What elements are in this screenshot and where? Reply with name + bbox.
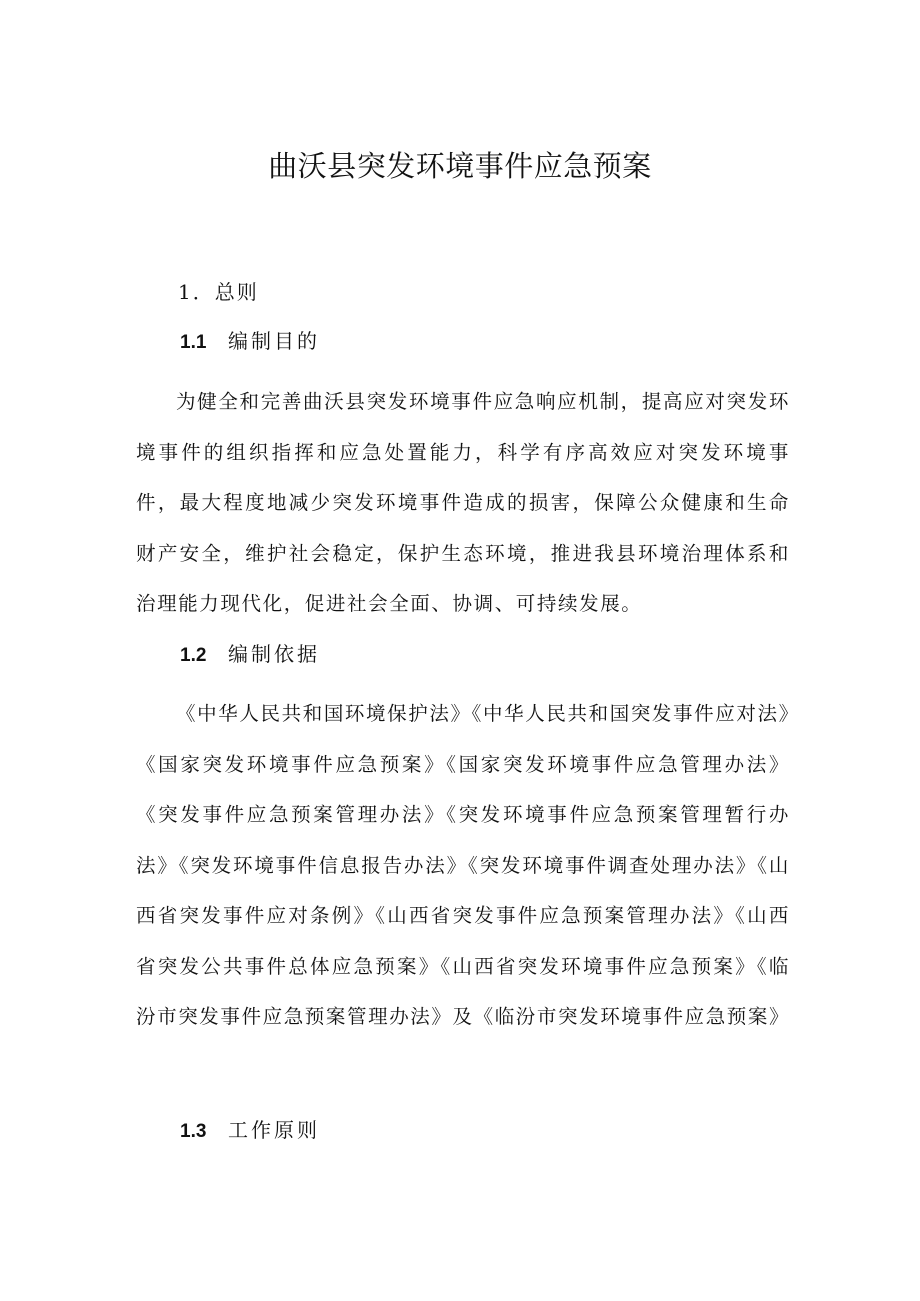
subsection-label: 编制目的 xyxy=(228,329,320,353)
subsection-label: 工作原则 xyxy=(228,1118,320,1142)
subsection-number: 1.3 xyxy=(180,1121,207,1142)
document-title: 曲沃县突发环境事件应急预案 xyxy=(268,149,652,183)
subsection-heading-purpose xyxy=(180,325,320,354)
subsection-heading-principles xyxy=(180,1114,320,1143)
section-heading-general: 1．总则 xyxy=(178,280,259,304)
subsection-number: 1.1 xyxy=(180,332,207,353)
subsection-number: 1.2 xyxy=(180,645,207,666)
subsection-heading-basis xyxy=(180,638,320,667)
paragraph-basis: 《中华人民共和国环境保护法》《中华人民共和国突发事件应对法》《国家突发环境事件应急预案》《国家突发环境事件应急管理办法》《突发事件应急预案管理办法》《突发环境事件应急预案管理暂行办法》《突发环境事件信息报告办法》《突发环境事件调查处理办法》《山西省突发事件应对条例》《山西省突发事件应急预案管理办法》《山西省突发公共事件总体应急预案》《山西省突发环境事件应急预案》《临汾市突发事件应急预案管理办法》及《临汾市突发环境事件应急预案》 xyxy=(136,702,791,1028)
subsection-label: 编制依据 xyxy=(228,642,320,666)
paragraph-purpose: 为健全和完善曲沃县突发环境事件应急响应机制，提高应对突发环境事件的组织指挥和应急处置能力，科学有序高效应对突发环境事件，最大程度地减少突发环境事件造成的损害，保障公众健康和生命财产安全，维护社会稳定，保护生态环境，推进我县环境治理体系和治理能力现代化，促进社会全面、协调、可持续发展。 xyxy=(136,390,790,615)
